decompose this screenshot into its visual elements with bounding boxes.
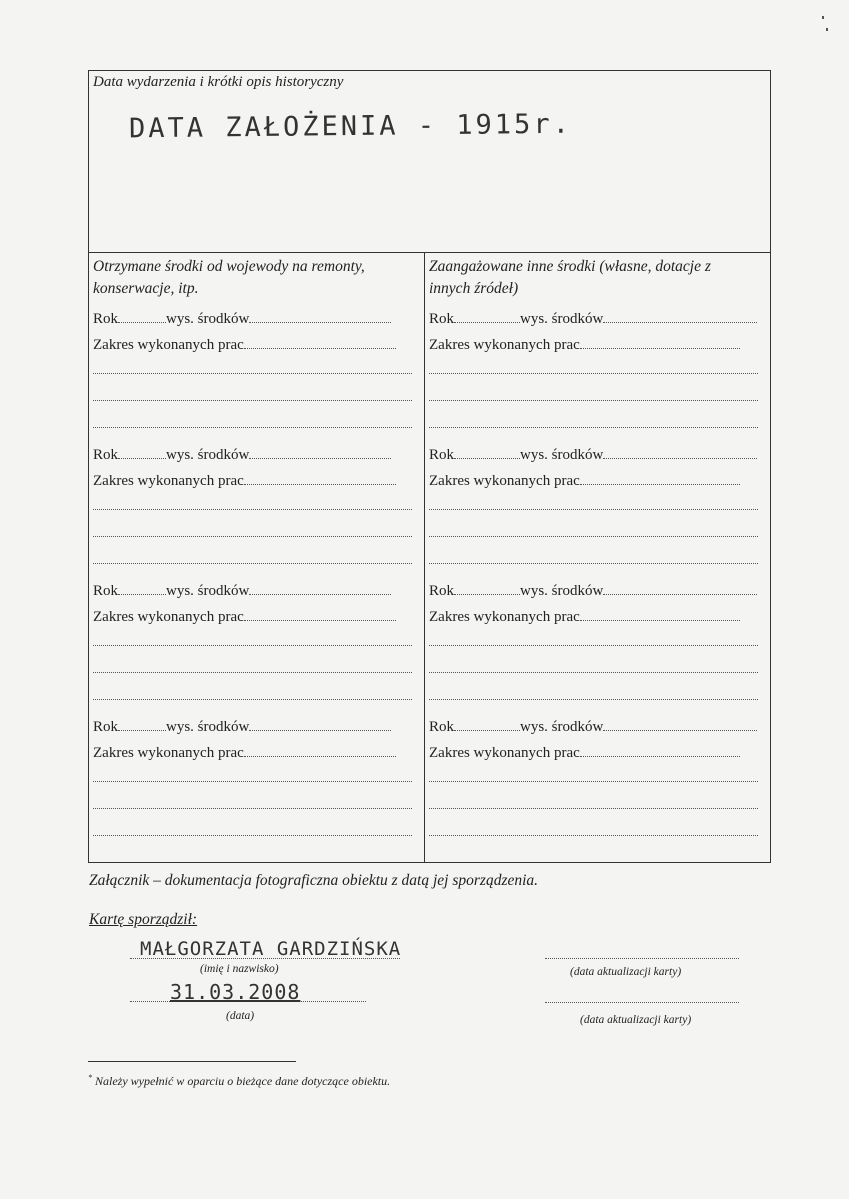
year-label: Rok bbox=[93, 719, 119, 735]
year-field bbox=[118, 717, 166, 731]
scope-label: Zakres wykonanych prac bbox=[429, 337, 580, 353]
funds-field bbox=[249, 717, 391, 731]
funds-label: wys. środków bbox=[520, 719, 604, 735]
scope-field bbox=[580, 471, 740, 485]
left-entry-year-funds-row bbox=[93, 717, 412, 737]
funds-label: wys. środków bbox=[520, 447, 604, 463]
left-entry-year-funds-row bbox=[93, 581, 412, 601]
update-caption-2: (data aktualizacji karty) bbox=[580, 1014, 692, 1026]
year-label: Rok bbox=[93, 311, 119, 327]
right-entry-blank-line bbox=[429, 373, 758, 374]
funds-label: wys. środków bbox=[166, 311, 250, 327]
year-field bbox=[454, 309, 520, 323]
funds-field bbox=[603, 445, 758, 459]
right-entry-year-funds-row bbox=[429, 581, 758, 601]
left-entry-blank-line bbox=[93, 699, 412, 700]
left-entry-blank-line bbox=[93, 672, 412, 673]
right-entry-year-funds-row bbox=[429, 717, 758, 737]
year-field bbox=[118, 309, 166, 323]
right-entry-scope-row bbox=[429, 743, 758, 763]
left-entry-blank-line bbox=[93, 400, 412, 401]
right-entry-blank-line bbox=[429, 509, 758, 510]
right-entry-blank-line bbox=[429, 781, 758, 782]
scope-label: Zakres wykonanych prac bbox=[93, 337, 244, 353]
left-entry-year-funds-row bbox=[93, 309, 412, 329]
funds-label: wys. środków bbox=[520, 311, 604, 327]
left-entry-scope-row bbox=[93, 471, 412, 491]
funds-field bbox=[249, 309, 391, 323]
update-caption-1: (data aktualizacji karty) bbox=[570, 966, 682, 978]
scope-field bbox=[580, 335, 740, 349]
right-entry-blank-line bbox=[429, 835, 758, 836]
scan-speck bbox=[826, 28, 828, 31]
update-line-1 bbox=[545, 958, 739, 959]
funds-field bbox=[249, 581, 391, 595]
scope-field bbox=[244, 471, 396, 485]
footnote-text: Należy wypełnić w oparciu o bieżące dane dotyczące obiektu. bbox=[95, 1074, 391, 1088]
right-entry-year-funds-row bbox=[429, 309, 758, 329]
update-line-2 bbox=[545, 1002, 739, 1003]
right-entry-blank-line bbox=[429, 427, 758, 428]
prepared-by-label: Kartę sporządził: bbox=[89, 911, 198, 928]
year-label: Rok bbox=[429, 583, 455, 599]
funds-label: wys. środków bbox=[520, 583, 604, 599]
funds-field bbox=[603, 717, 758, 731]
scan-speck bbox=[822, 16, 824, 19]
left-entry-blank-line bbox=[93, 645, 412, 646]
scope-label: Zakres wykonanych prac bbox=[429, 745, 580, 761]
history-label: Data wydarzenia i krótki opis historyczny bbox=[93, 74, 344, 90]
scope-field bbox=[580, 743, 740, 757]
scope-label: Zakres wykonanych prac bbox=[93, 745, 244, 761]
governor-funds-column bbox=[89, 253, 425, 862]
governor-funds-header: Otrzymane środki od wojewody na remonty, konserwacje, itp. bbox=[93, 258, 365, 297]
year-field bbox=[454, 581, 520, 595]
left-entry-scope-row bbox=[93, 607, 412, 627]
right-entry-scope-row bbox=[429, 471, 758, 491]
other-funds-column bbox=[425, 253, 770, 862]
right-entry-blank-line bbox=[429, 400, 758, 401]
scope-field bbox=[244, 335, 396, 349]
year-label: Rok bbox=[93, 447, 119, 463]
left-entry-scope-row bbox=[93, 335, 412, 355]
right-entry-scope-row bbox=[429, 607, 758, 627]
footnote-marker: * bbox=[88, 1073, 92, 1082]
handwritten-date: 31.03.2008 bbox=[170, 980, 301, 1004]
footnote-divider bbox=[88, 1061, 296, 1062]
funds-field bbox=[603, 309, 758, 323]
year-field bbox=[118, 445, 166, 459]
right-entry-scope-row bbox=[429, 335, 758, 355]
left-entry-year-funds-row bbox=[93, 445, 412, 465]
funds-label: wys. środków bbox=[166, 719, 250, 735]
left-entry-blank-line bbox=[93, 808, 412, 809]
right-entry-blank-line bbox=[429, 808, 758, 809]
right-entry-blank-line bbox=[429, 536, 758, 537]
form-table bbox=[88, 70, 771, 863]
left-entry-blank-line bbox=[93, 835, 412, 836]
left-entry-blank-line bbox=[93, 509, 412, 510]
name-caption: (imię i nazwisko) bbox=[200, 963, 279, 975]
right-entry-blank-line bbox=[429, 672, 758, 673]
history-section bbox=[89, 71, 770, 253]
right-entry-blank-line bbox=[429, 645, 758, 646]
history-handwritten-entry: DATA ZAŁOŻENIA - 1915r. bbox=[128, 108, 573, 145]
scope-label: Zakres wykonanych prac bbox=[93, 473, 244, 489]
scope-label: Zakres wykonanych prac bbox=[93, 609, 244, 625]
funds-field bbox=[603, 581, 758, 595]
date-caption: (data) bbox=[226, 1010, 255, 1022]
year-field bbox=[454, 445, 520, 459]
year-label: Rok bbox=[429, 311, 455, 327]
left-entry-blank-line bbox=[93, 781, 412, 782]
funds-field bbox=[249, 445, 391, 459]
left-entry-blank-line bbox=[93, 563, 412, 564]
scope-label: Zakres wykonanych prac bbox=[429, 473, 580, 489]
footnote bbox=[88, 1073, 390, 1089]
year-label: Rok bbox=[93, 583, 119, 599]
year-label: Rok bbox=[429, 719, 455, 735]
scope-field bbox=[580, 607, 740, 621]
funds-label: wys. środków bbox=[166, 447, 250, 463]
right-entry-blank-line bbox=[429, 563, 758, 564]
left-entry-blank-line bbox=[93, 536, 412, 537]
right-entry-blank-line bbox=[429, 699, 758, 700]
scope-label: Zakres wykonanych prac bbox=[429, 609, 580, 625]
left-entry-blank-line bbox=[93, 427, 412, 428]
scope-field bbox=[244, 743, 396, 757]
attachment-note: Załącznik – dokumentacja fotograficzna obiektu z datą jej sporządzenia. bbox=[89, 872, 539, 889]
funds-label: wys. środków bbox=[166, 583, 250, 599]
year-label: Rok bbox=[429, 447, 455, 463]
left-entry-scope-row bbox=[93, 743, 412, 763]
left-entry-blank-line bbox=[93, 373, 412, 374]
year-field bbox=[454, 717, 520, 731]
other-funds-header: Zaangażowane inne środki (własne, dotacje z innych źródeł) bbox=[429, 258, 711, 297]
year-field bbox=[118, 581, 166, 595]
right-entry-year-funds-row bbox=[429, 445, 758, 465]
scope-field bbox=[244, 607, 396, 621]
handwritten-name: MAŁGORZATA GARDZIŃSKA bbox=[140, 938, 402, 960]
